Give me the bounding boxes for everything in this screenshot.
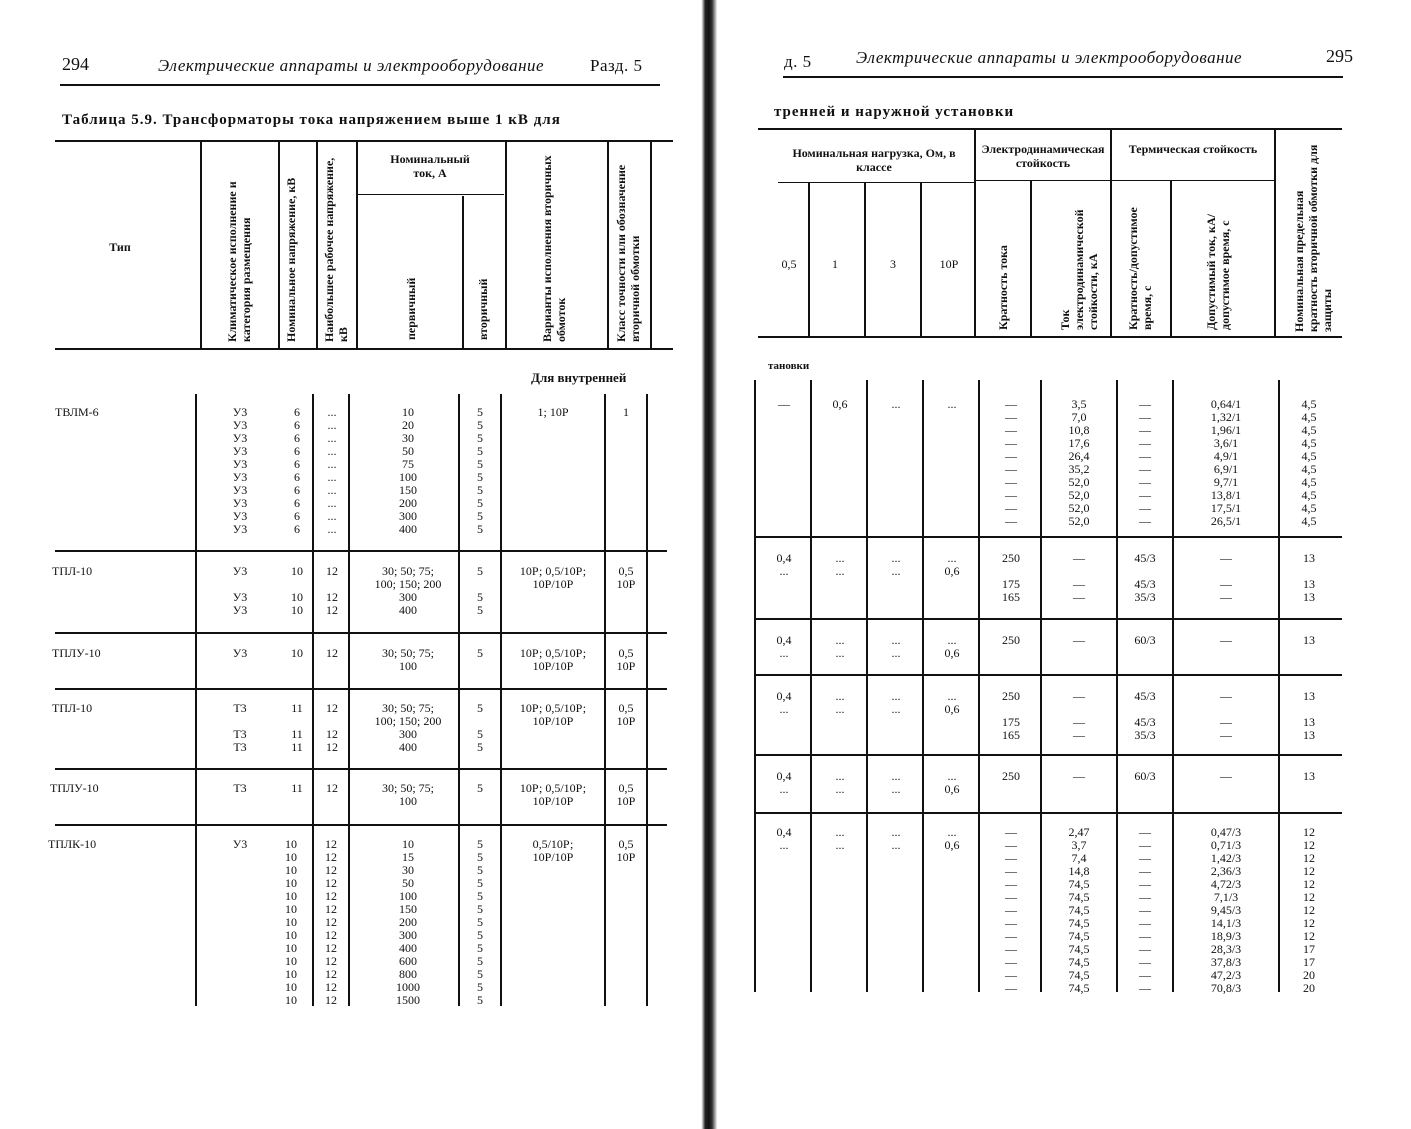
- cell-c1: ... ...: [835, 689, 845, 716]
- header-load: Номинальная нагрузка, Ом, в классе: [792, 146, 956, 174]
- hcol-line: [316, 142, 318, 348]
- row-sep: [754, 618, 1342, 620]
- cell-accuracy: 0,5 10Р: [616, 781, 636, 808]
- cell-climate: Т3: [233, 781, 247, 795]
- cell-variants: 10Р; 0,5/10Р; 10Р/10Р: [519, 564, 587, 591]
- cell-variants: 0,5/10Р; 10Р/10Р: [532, 837, 574, 864]
- hcol-line: [607, 142, 609, 348]
- cell-i2: 5 5 5: [477, 564, 483, 617]
- cell-th-ratio: 60/3: [1134, 769, 1156, 783]
- hcol-line: [1274, 130, 1276, 336]
- bcol-line: [604, 394, 606, 1006]
- cell-c3: ... ...: [891, 689, 901, 716]
- cell-th-current: — — —: [1220, 551, 1232, 604]
- cell-type: ТВЛМ-6: [55, 405, 99, 419]
- cell-dyn-current: — — —: [1073, 551, 1085, 604]
- cell-th-current: — — —: [1220, 689, 1232, 742]
- subhead-rule: [358, 194, 504, 195]
- bcol-line: [348, 394, 350, 1006]
- cell-th-current: —: [1220, 633, 1232, 647]
- header-th-current: Допустимый ток, кА/допустимое время, с: [1204, 214, 1232, 330]
- cell-unom: 11 11 11: [291, 701, 303, 754]
- cell-c1: 0,6: [832, 397, 848, 411]
- hcol-line: [864, 182, 866, 336]
- cell-i2: 5 5 5 5 5 5 5 5 5 5: [477, 405, 483, 536]
- cell-umax: 12: [326, 781, 338, 795]
- cell-dyn-ratio: 250: [1002, 769, 1020, 783]
- subhead-rule: [778, 182, 974, 183]
- cell-umax: 12 12 12: [326, 564, 338, 617]
- book-spine: [690, 0, 728, 1129]
- page-number-right: 295: [1326, 46, 1353, 66]
- cell-dyn-current: —: [1073, 769, 1085, 783]
- hcol-line: [808, 182, 810, 336]
- hcol-line: [974, 130, 976, 336]
- cell-variants: 10Р; 0,5/10Р; 10Р/10Р: [519, 646, 587, 673]
- header-max-voltage: Наибольшее рабочее напряжение, кВ: [322, 157, 350, 342]
- bcol-line: [500, 394, 502, 1006]
- row-sep: [754, 536, 1342, 538]
- cell-limit: 13: [1303, 769, 1315, 783]
- cell-th-ratio: — — — — — — — — — — — — —: [1139, 825, 1151, 995]
- row-sep: [55, 824, 667, 826]
- hcol-line: [505, 142, 507, 348]
- cell-c1: ... ...: [835, 633, 845, 660]
- row-sep: [55, 632, 667, 634]
- section-label-right: тановки: [768, 360, 810, 372]
- cell-unom: 10 10 10: [291, 564, 303, 617]
- cell-unom: 6 6 6 6 6 6 6 6 6 6: [294, 405, 300, 536]
- bcol-line: [922, 380, 924, 992]
- cell-c3: ... ...: [891, 551, 901, 578]
- header-dyn-ratio: Кратность тока: [996, 245, 1010, 330]
- header-secondary: вторичный: [476, 278, 490, 340]
- cell-c10: ... 0,6: [944, 769, 960, 796]
- header-variants: Варианты исполнения вторичных обмоток: [540, 155, 568, 342]
- cell-accuracy: 0,5 10Р: [616, 564, 636, 591]
- header-dyn-current: Ток электродинамической стойкости, кА: [1058, 209, 1100, 330]
- header-th-ratio: Кратность/допустимое время, с: [1126, 207, 1154, 330]
- hcol-line: [462, 196, 464, 348]
- bcol-line: [978, 380, 980, 992]
- header-accuracy: Класс точности или обозначение вторичной обмотки: [614, 164, 642, 342]
- row-sep: [754, 754, 1342, 756]
- header-thermal: Термическая стойкость: [1128, 142, 1258, 156]
- bcol-line: [646, 394, 648, 1006]
- row-sep: [55, 768, 667, 770]
- cell-dyn-current: 2,47 3,7 7,4 14,8 74,5 74,5 74,5 74,5 74,5 74,5 74,5 74,5 74,5: [1068, 825, 1090, 995]
- cell-dyn-ratio: 250 175 165: [1002, 551, 1020, 604]
- section-left: Разд. 5: [590, 56, 643, 75]
- header-limit: Номинальная предельная кратность вторичной обмотки для защиты: [1292, 144, 1334, 332]
- cell-c05: 0,4 ...: [776, 825, 792, 852]
- header-rule-right: [783, 76, 1343, 78]
- table-caption-right: тренней и наружной установки: [774, 104, 1015, 120]
- bcol-line: [195, 394, 197, 1006]
- bcol-line: [1040, 380, 1042, 992]
- cell-climate: У3: [232, 837, 248, 851]
- cell-c1: ... ...: [835, 769, 845, 796]
- cell-climate: У3 У3 У3 У3 У3 У3 У3 У3 У3 У3: [232, 405, 248, 536]
- cell-c10: ... 0,6: [944, 825, 960, 852]
- cell-dyn-ratio: — — — — — — — — — — — — —: [1005, 825, 1017, 995]
- cell-limit: 13 13 13: [1303, 689, 1315, 742]
- cell-type: ТПЛ-10: [52, 564, 93, 578]
- cell-th-current: 0,47/3 0,71/3 1,42/3 2,36/3 4,72/3 7,1/3 9,45/3 14,1/3 18,9/3 28,3/3 37,8/3 47,2/3 70,8/3: [1210, 825, 1242, 995]
- bcol-line: [1116, 380, 1118, 992]
- cell-accuracy: 1: [623, 405, 629, 419]
- row-sep: [754, 812, 1342, 814]
- page-number-left: 294: [62, 54, 89, 74]
- header-primary: первичный: [404, 277, 418, 340]
- cell-dyn-current: — — —: [1073, 689, 1085, 742]
- cell-i2: 5 5 5: [477, 701, 483, 754]
- cell-umax: 12 12 12: [326, 701, 338, 754]
- running-title-right: Электрические аппараты и электрооборудование: [856, 48, 1243, 67]
- cell-variants: 1; 10Р: [537, 405, 569, 419]
- cell-i1: 30; 50; 75; 100: [381, 781, 434, 808]
- cell-c10: ... 0,6: [944, 633, 960, 660]
- hcol-line: [1170, 180, 1172, 336]
- cell-climate: Т3 Т3 Т3: [233, 701, 247, 754]
- cell-dyn-ratio: 250: [1002, 633, 1020, 647]
- cell-dyn-ratio: — — — — — — — — — —: [1005, 397, 1017, 528]
- header-rule-left: [60, 84, 660, 86]
- cell-c1: ... ...: [835, 551, 845, 578]
- cell-climate: У3 У3 У3: [232, 564, 248, 617]
- cell-c05: 0,4 ...: [776, 769, 792, 796]
- cell-th-ratio: — — — — — — — — — —: [1139, 397, 1151, 528]
- subhead-rule: [976, 180, 1110, 181]
- cell-umax: 12: [326, 646, 338, 660]
- cell-th-ratio: 45/3 45/3 35/3: [1134, 551, 1156, 604]
- cell-type: ТПЛ-10: [52, 701, 93, 715]
- right-page: [728, 0, 1411, 1129]
- cell-c10: ... 0,6: [944, 689, 960, 716]
- cell-dyn-current: —: [1073, 633, 1085, 647]
- bcol-line: [312, 394, 314, 1006]
- cell-accuracy: 0,5 10Р: [616, 646, 636, 673]
- cell-umax: ... ... ... ... ... ... ... ... ... ...: [327, 405, 337, 536]
- bcol-line: [1172, 380, 1174, 992]
- cell-th-ratio: 45/3 45/3 35/3: [1134, 689, 1156, 742]
- row-sep: [55, 550, 667, 552]
- left-page: [0, 0, 690, 1129]
- cell-type: ТПЛК-10: [48, 837, 97, 851]
- header-climate: Климатическое исполнение и категория размещения: [225, 181, 253, 342]
- cell-i2: 5: [477, 781, 483, 795]
- cell-accuracy: 0,5 10Р: [616, 701, 636, 728]
- cell-c1: ... ...: [835, 825, 845, 852]
- cell-th-current: 0,64/1 1,32/1 1,96/1 3,6/1 4,9/1 6,9/1 9,7/1 13,8/1 17,5/1 26,5/1: [1210, 397, 1242, 528]
- cell-variants: 10Р; 0,5/10Р; 10Р/10Р: [519, 701, 587, 728]
- bcol-line: [1278, 380, 1280, 992]
- cell-umax: 12 12 12 12 12 12 12 12 12 12 12 12 12: [325, 837, 337, 1007]
- cell-dyn-current: 3,5 7,0 10,8 17,6 26,4 35,2 52,0 52,0 52,0 52,0: [1068, 397, 1090, 528]
- cell-i2: 5: [477, 646, 483, 660]
- cell-c3: ...: [891, 397, 901, 411]
- bcol-line: [866, 380, 868, 992]
- cell-th-current: —: [1220, 769, 1232, 783]
- bcol-line: [754, 380, 756, 992]
- header-type: Тип: [109, 240, 131, 254]
- cell-c05: 0,4 ...: [776, 551, 792, 578]
- cell-i2: 5 5 5 5 5 5 5 5 5 5 5 5 5: [477, 837, 483, 1007]
- hcol-line: [920, 182, 922, 336]
- table-head-rule-left: [55, 348, 673, 350]
- cell-i1: 30; 50; 75; 100: [381, 646, 434, 673]
- table-top-rule-right: [758, 128, 1342, 130]
- cell-limit: 13: [1303, 633, 1315, 647]
- cell-c10: ... 0,6: [944, 551, 960, 578]
- hcol-line: [278, 142, 280, 348]
- cell-unom: 11: [291, 781, 303, 795]
- header-load-class: 10Р: [939, 257, 959, 271]
- hcol-line: [650, 142, 652, 348]
- header-load-class: 0,5: [781, 257, 797, 271]
- cell-th-ratio: 60/3: [1134, 633, 1156, 647]
- cell-i1: 30; 50; 75; 100; 150; 200 300 400: [374, 564, 442, 617]
- header-load-class: 3: [890, 257, 896, 271]
- cell-type: ТПЛУ-10: [50, 781, 99, 795]
- cell-c3: ... ...: [891, 633, 901, 660]
- header-nominal-current: Номинальный ток, А: [390, 152, 470, 180]
- cell-limit: 4,5 4,5 4,5 4,5 4,5 4,5 4,5 4,5 4,5 4,5: [1301, 397, 1317, 528]
- table-caption-left: Таблица 5.9. Трансформаторы тока напряжением выше 1 кВ для: [62, 112, 561, 128]
- cell-c05: —: [778, 397, 790, 411]
- cell-limit: 12 12 12 12 12 12 12 12 12 17 17 20 20: [1303, 825, 1315, 995]
- table-top-rule-left: [55, 140, 673, 142]
- cell-climate: У3: [232, 646, 248, 660]
- cell-c05: 0,4 ...: [776, 633, 792, 660]
- row-sep: [55, 688, 667, 690]
- hcol-line: [1030, 180, 1032, 336]
- hcol-line: [200, 142, 202, 348]
- cell-unom: 10: [291, 646, 303, 660]
- subhead-rule: [1112, 180, 1274, 181]
- cell-unom: 10 10 10 10 10 10 10 10 10 10 10 10 10: [285, 837, 297, 1007]
- bcol-line: [458, 394, 460, 1006]
- row-sep: [754, 674, 1342, 676]
- cell-variants: 10Р; 0,5/10Р; 10Р/10Р: [519, 781, 587, 808]
- cell-c10: ...: [947, 397, 957, 411]
- header-dynamic: Электродинамическая стойкость: [981, 142, 1105, 170]
- header-load-class: 1: [832, 257, 838, 271]
- cell-accuracy: 0,5 10Р: [616, 837, 636, 864]
- cell-c3: ... ...: [891, 769, 901, 796]
- cell-limit: 13 13 13: [1303, 551, 1315, 604]
- running-title-left: Электрические аппараты и электрооборудование: [158, 56, 545, 75]
- cell-i1: 30; 50; 75; 100; 150; 200 300 400: [374, 701, 442, 754]
- section-right: д. 5: [784, 52, 812, 71]
- cell-c3: ... ...: [891, 825, 901, 852]
- cell-i1: 10 15 30 50 100 150 200 300 400 600 800 1000 1500: [396, 837, 420, 1007]
- hcol-line: [356, 142, 358, 348]
- section-label-left: Для внутренней: [531, 370, 627, 385]
- table-head-rule-right: [758, 336, 1342, 338]
- header-nominal-voltage: Номинальное напряжение, кВ: [284, 177, 298, 342]
- cell-dyn-ratio: 250 175 165: [1002, 689, 1020, 742]
- cell-type: ТПЛУ-10: [52, 646, 101, 660]
- hcol-line: [1110, 130, 1112, 336]
- bcol-line: [810, 380, 812, 992]
- cell-i1: 10 20 30 50 75 100 150 200 300 400: [399, 405, 417, 536]
- cell-c05: 0,4 ...: [776, 689, 792, 716]
